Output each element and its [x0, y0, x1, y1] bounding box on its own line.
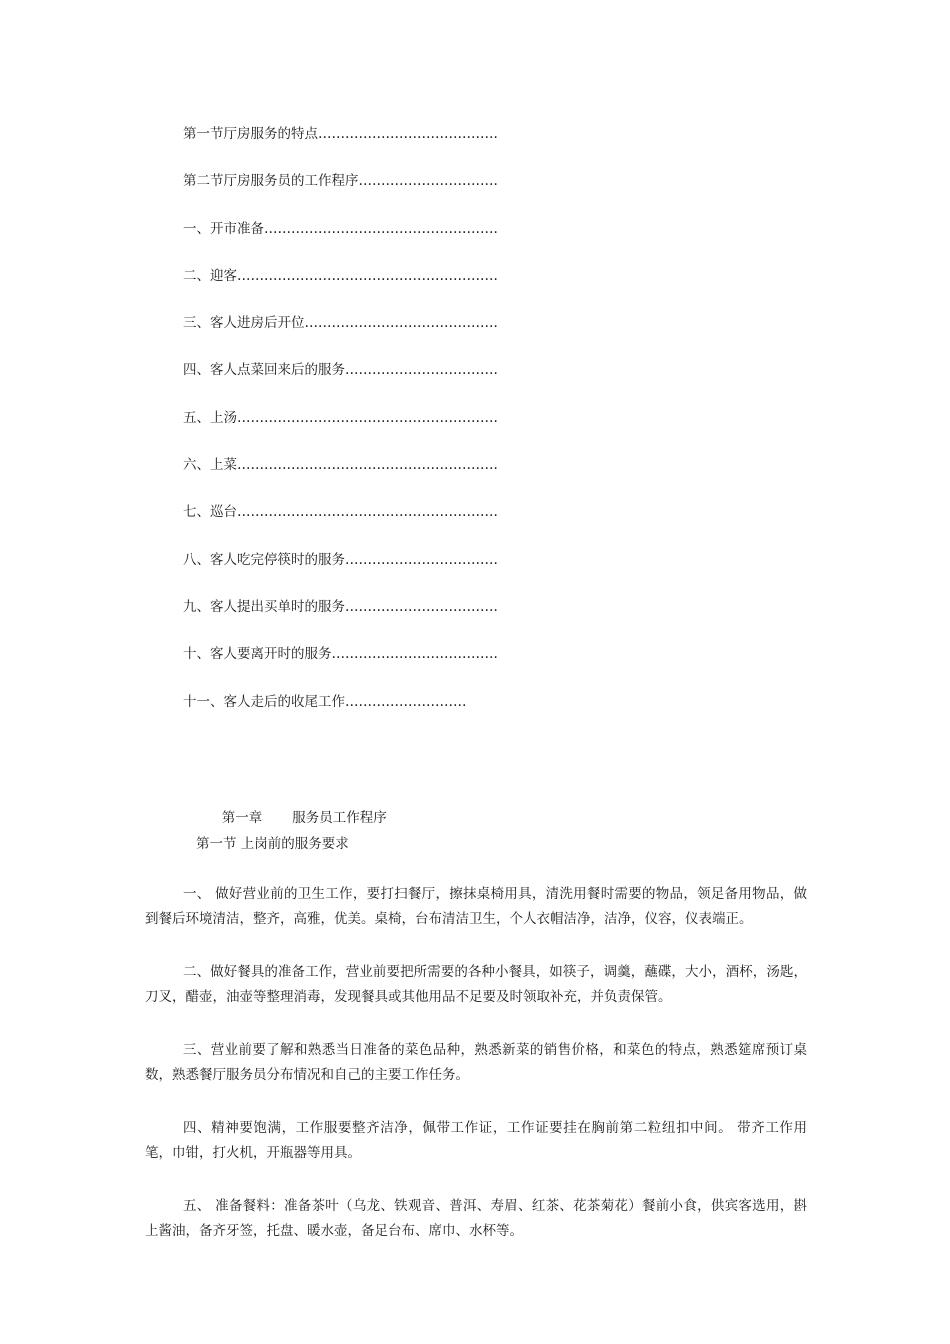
- toc-entry[interactable]: 二、迎客………………………………………………….: [183, 267, 498, 284]
- toc-entry[interactable]: 第一节厅房服务的特点………………………………….: [183, 126, 498, 142]
- toc-entry[interactable]: 九、客人提出买单时的服务…………………………….: [183, 598, 498, 615]
- chapter-number: 第一章: [221, 810, 263, 826]
- section-heading: 第一节 上岗前的服务要求: [196, 836, 349, 852]
- paragraph: 二、做好餐具的准备工作，营业前要把所需要的各种小餐具，如筷子，调羹，蘸碟，大小，酒杯，汤匙，刀叉，醋壶，油壶等整理消毒，发现餐具或其他用品不足要及时领取补充，并负责保管。: [145, 964, 807, 1005]
- paragraph: 一、 做好营业前的卫生工作，要打扫餐厅，擦抹桌椅用具，清洗用餐时需要的物品，领足备用物品，做到餐后环境清洁，整齐，高雅，优美。桌椅，台布清洁卫生，个人衣帽洁净，洁净，仪容，仪表端正。: [145, 886, 807, 927]
- toc-entry[interactable]: 八、客人吃完停筷时的服务…………………………….: [183, 551, 498, 568]
- paragraph: 五、 准备餐料：准备茶叶（乌龙、铁观音、普洱、寿眉、红茶、花茶菊花）餐前小食，供宾客选用，斟上酱油，备齐牙签，托盘、暖水壶，备足台布、席巾、水杯等。: [145, 1198, 807, 1239]
- paragraph: 三、营业前要了解和熟悉当日准备的菜色品种，熟悉新菜的销售价格，和菜色的特点，熟悉筵席预订桌数，熟悉餐厅服务员分布情况和自己的主要工作任务。: [145, 1042, 807, 1083]
- toc-entry[interactable]: 十、客人要离开时的服务……………………………….: [183, 646, 498, 663]
- toc-entry[interactable]: 六、上菜………………………………………………….: [183, 457, 498, 474]
- toc-entry[interactable]: 四、客人点菜回来后的服务…………………………….: [183, 362, 498, 379]
- toc-entry[interactable]: 第二节厅房服务员的工作程序………………………….: [183, 173, 498, 190]
- paragraph: 四、精神要饱满，工作服要整齐洁净，佩带工作证，工作证要挂在胸前第二粒纽扣中间。 带齐工作用笔，巾钳，打火机，开瓶器等用具。: [145, 1120, 807, 1161]
- toc-entry[interactable]: 五、上汤………………………………………………….: [183, 409, 498, 426]
- toc-entry[interactable]: 十一、客人走后的收尾工作………………………: [183, 693, 467, 710]
- toc-entry[interactable]: 七、巡台………………………………………………….: [183, 504, 498, 521]
- table-of-contents: [183, 124, 543, 739]
- toc-entry[interactable]: 三、客人进房后开位…………………………………….: [183, 315, 498, 332]
- toc-entry[interactable]: 一、开市准备…………………………………………….: [183, 220, 498, 237]
- section-body: [145, 882, 807, 1272]
- chapter-name: 服务员工作程序: [292, 810, 387, 826]
